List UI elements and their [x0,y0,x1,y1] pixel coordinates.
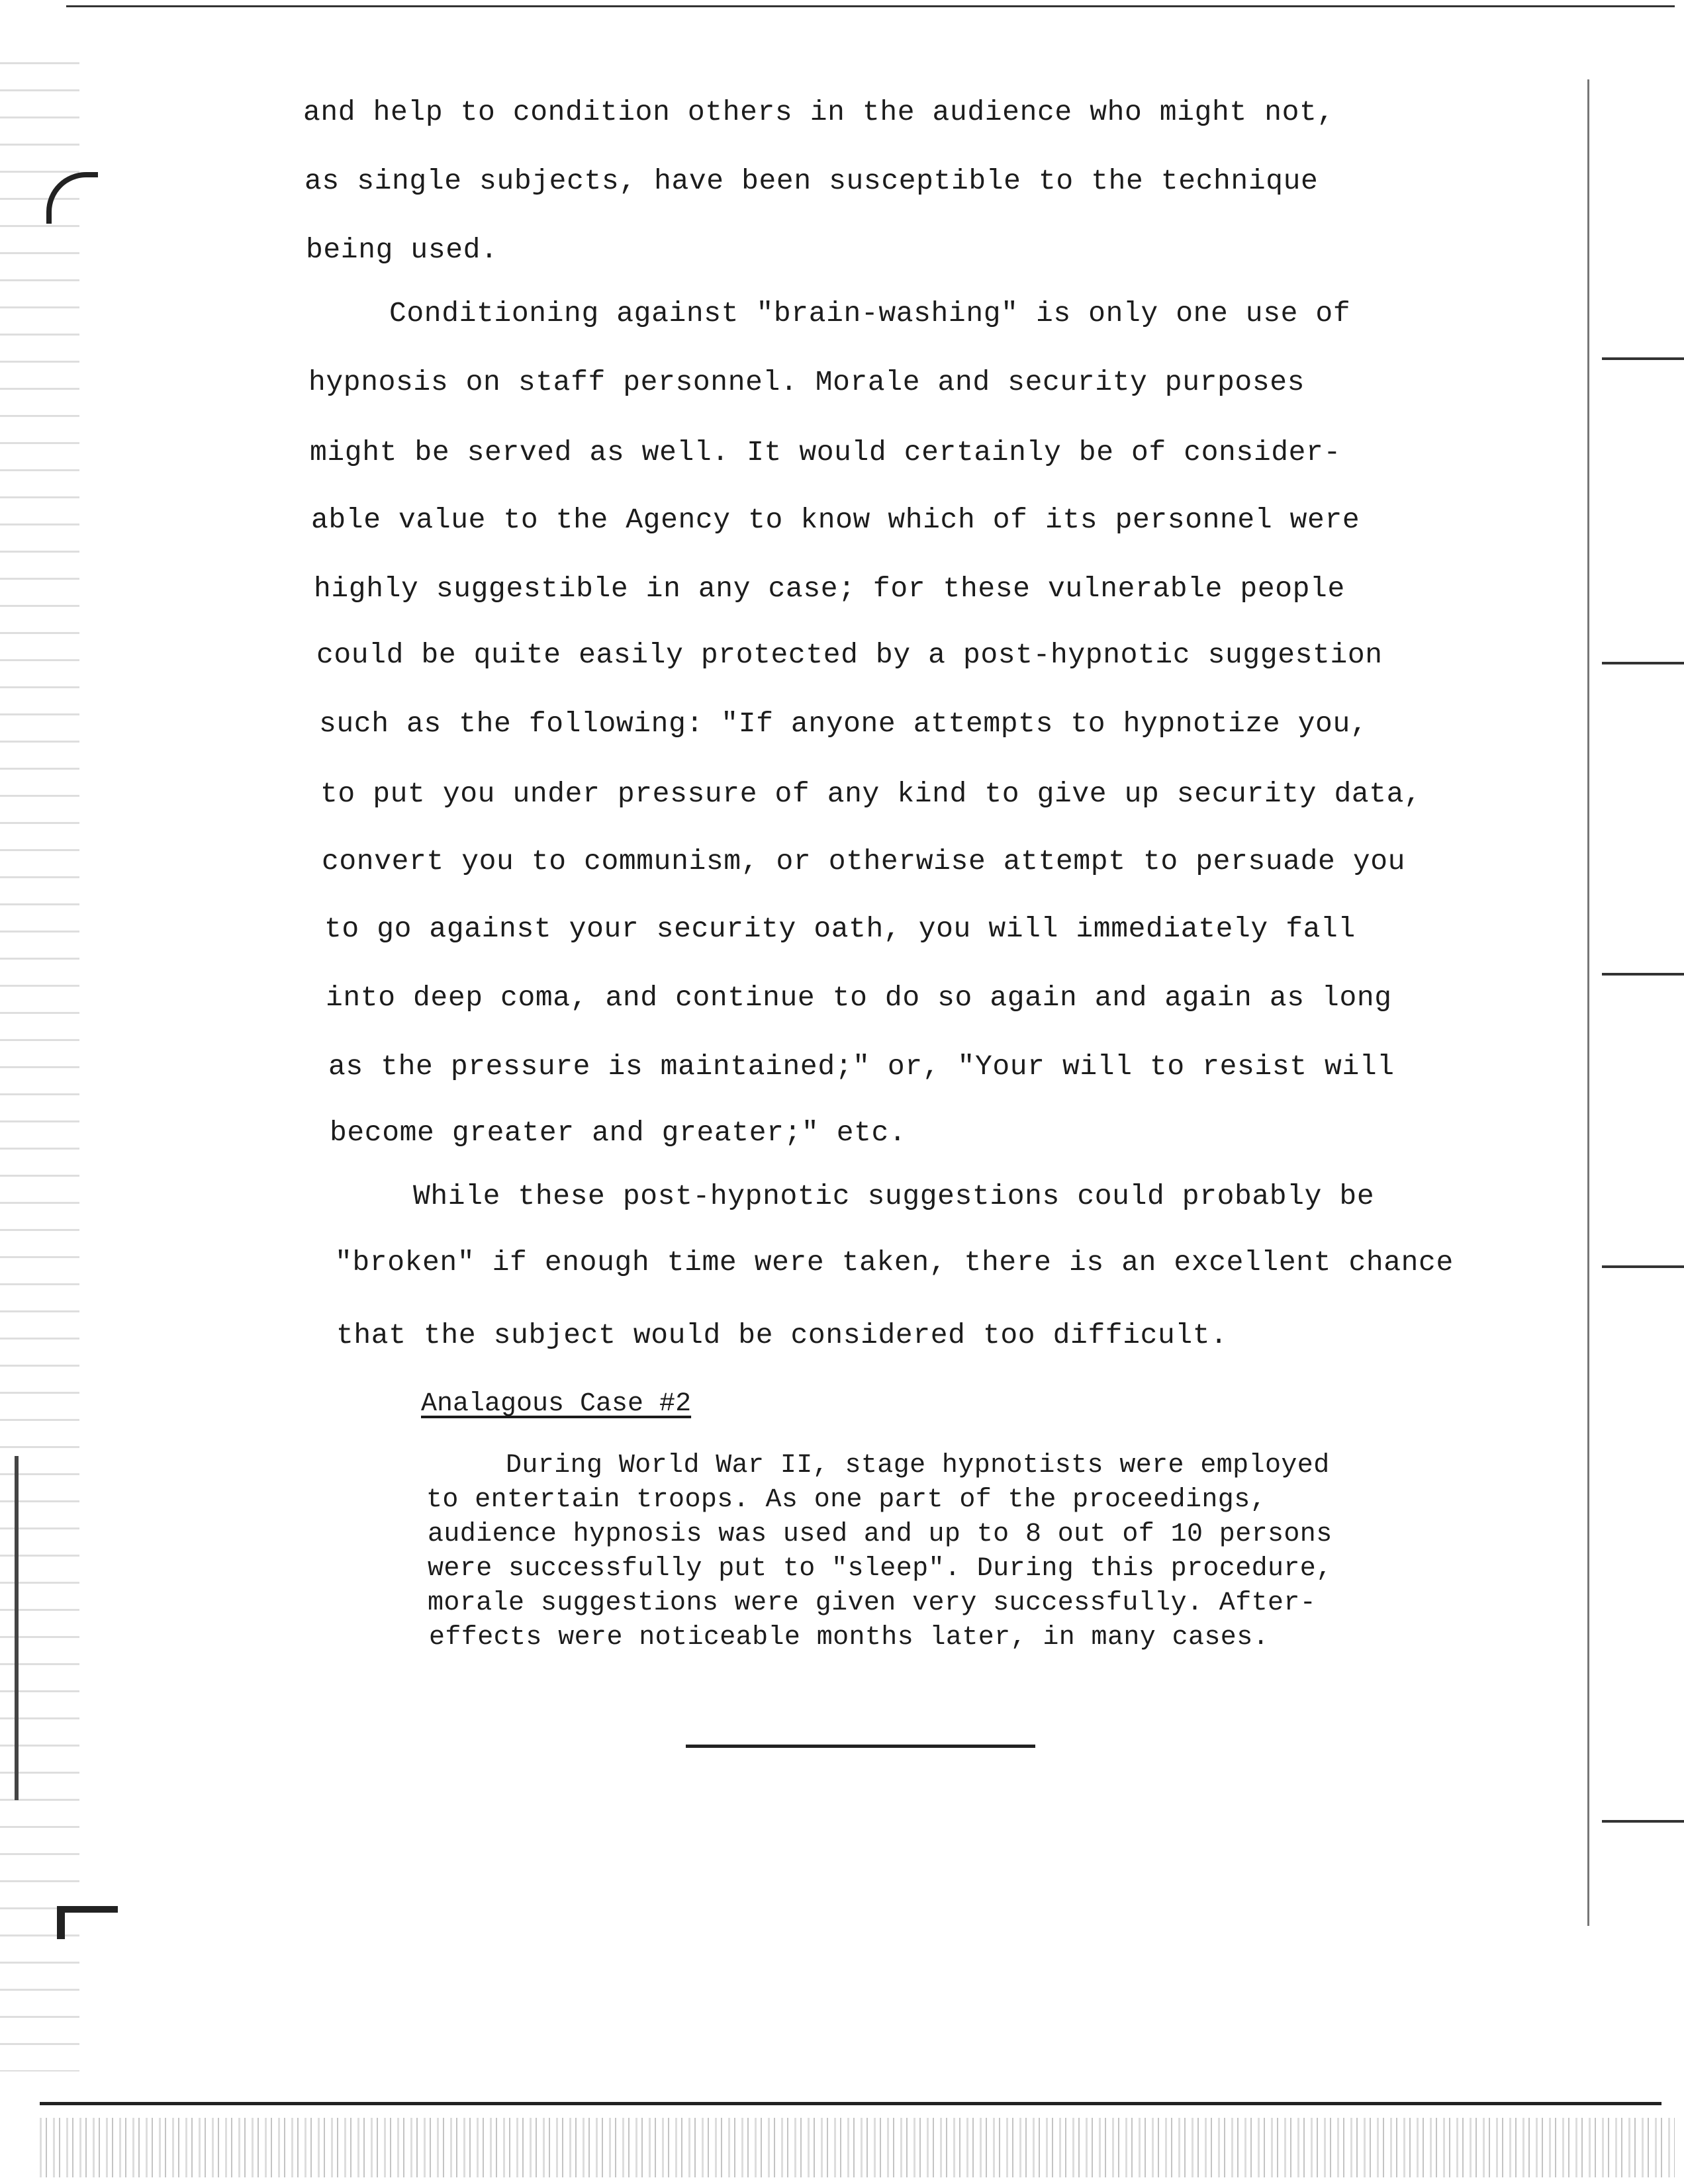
scan-right-tick [1602,1820,1684,1823]
body-line: convert you to communism, or otherwise attempt to persuade you [322,845,1406,878]
case-line: morale suggestions were given very successfully. After- [428,1588,1317,1618]
scan-corner-mark-lower [57,1906,118,1939]
scan-left-bar [15,1456,19,1800]
scan-bottom-rule [40,2102,1661,2105]
body-line: "broken" if enough time were taken, there is an excellent chance [335,1246,1454,1279]
body-line: such as the following: "If anyone attempts to hypnotize you, [319,707,1368,740]
body-line: able value to the Agency to know which of its personnel were [311,504,1360,536]
scan-right-margin-line [1587,79,1589,1926]
body-line: to put you under pressure of any kind to give up security data, [320,778,1422,810]
body-line: to go against your security oath, you will immediately fall [324,913,1356,945]
scan-bottom-noise [40,2118,1675,2177]
body-line: as single subjects, have been susceptible to the technique [304,165,1319,197]
scan-right-tick [1602,357,1684,360]
scan-top-rule [66,5,1675,7]
body-line: could be quite easily protected by a post-hypnotic suggestion [316,639,1383,671]
case-line: audience hypnosis was used and up to 8 out of 10 persons [428,1520,1333,1549]
scan-right-tick [1602,973,1684,976]
body-line: highly suggestible in any case; for these vulnerable people [314,572,1345,605]
section-heading: Analagous Case #2 [421,1389,692,1419]
body-line: While these post-hypnotic suggestions could probably be [413,1180,1375,1212]
end-rule [686,1745,1035,1748]
body-line: being used. [306,234,498,266]
case-line: effects were noticeable months later, in many cases. [429,1623,1270,1653]
scan-left-edge-noise [0,53,79,2071]
scan-right-tick [1602,662,1684,664]
body-line: hypnosis on staff personnel. Morale and security purposes [308,366,1305,398]
body-line: might be served as well. It would certainly be of consider- [310,436,1341,469]
scan-right-tick [1602,1265,1684,1268]
case-line: to entertain troops. As one part of the proceedings, [426,1485,1267,1515]
body-line: become greater and greater;" etc. [330,1116,907,1149]
case-line: were successfully put to "sleep". During this procedure, [428,1554,1333,1584]
body-line: into deep coma, and continue to do so again and again as long [326,981,1392,1014]
body-line: and help to condition others in the audience who might not, [303,96,1334,128]
case-line: During World War II, stage hypnotists were employed [506,1451,1330,1480]
body-line: as the pressure is maintained;" or, "Your will to resist will [328,1050,1395,1083]
body-line: that the subject would be considered too difficult. [336,1319,1228,1351]
body-line: Conditioning against "brain-washing" is only one use of [389,297,1351,330]
